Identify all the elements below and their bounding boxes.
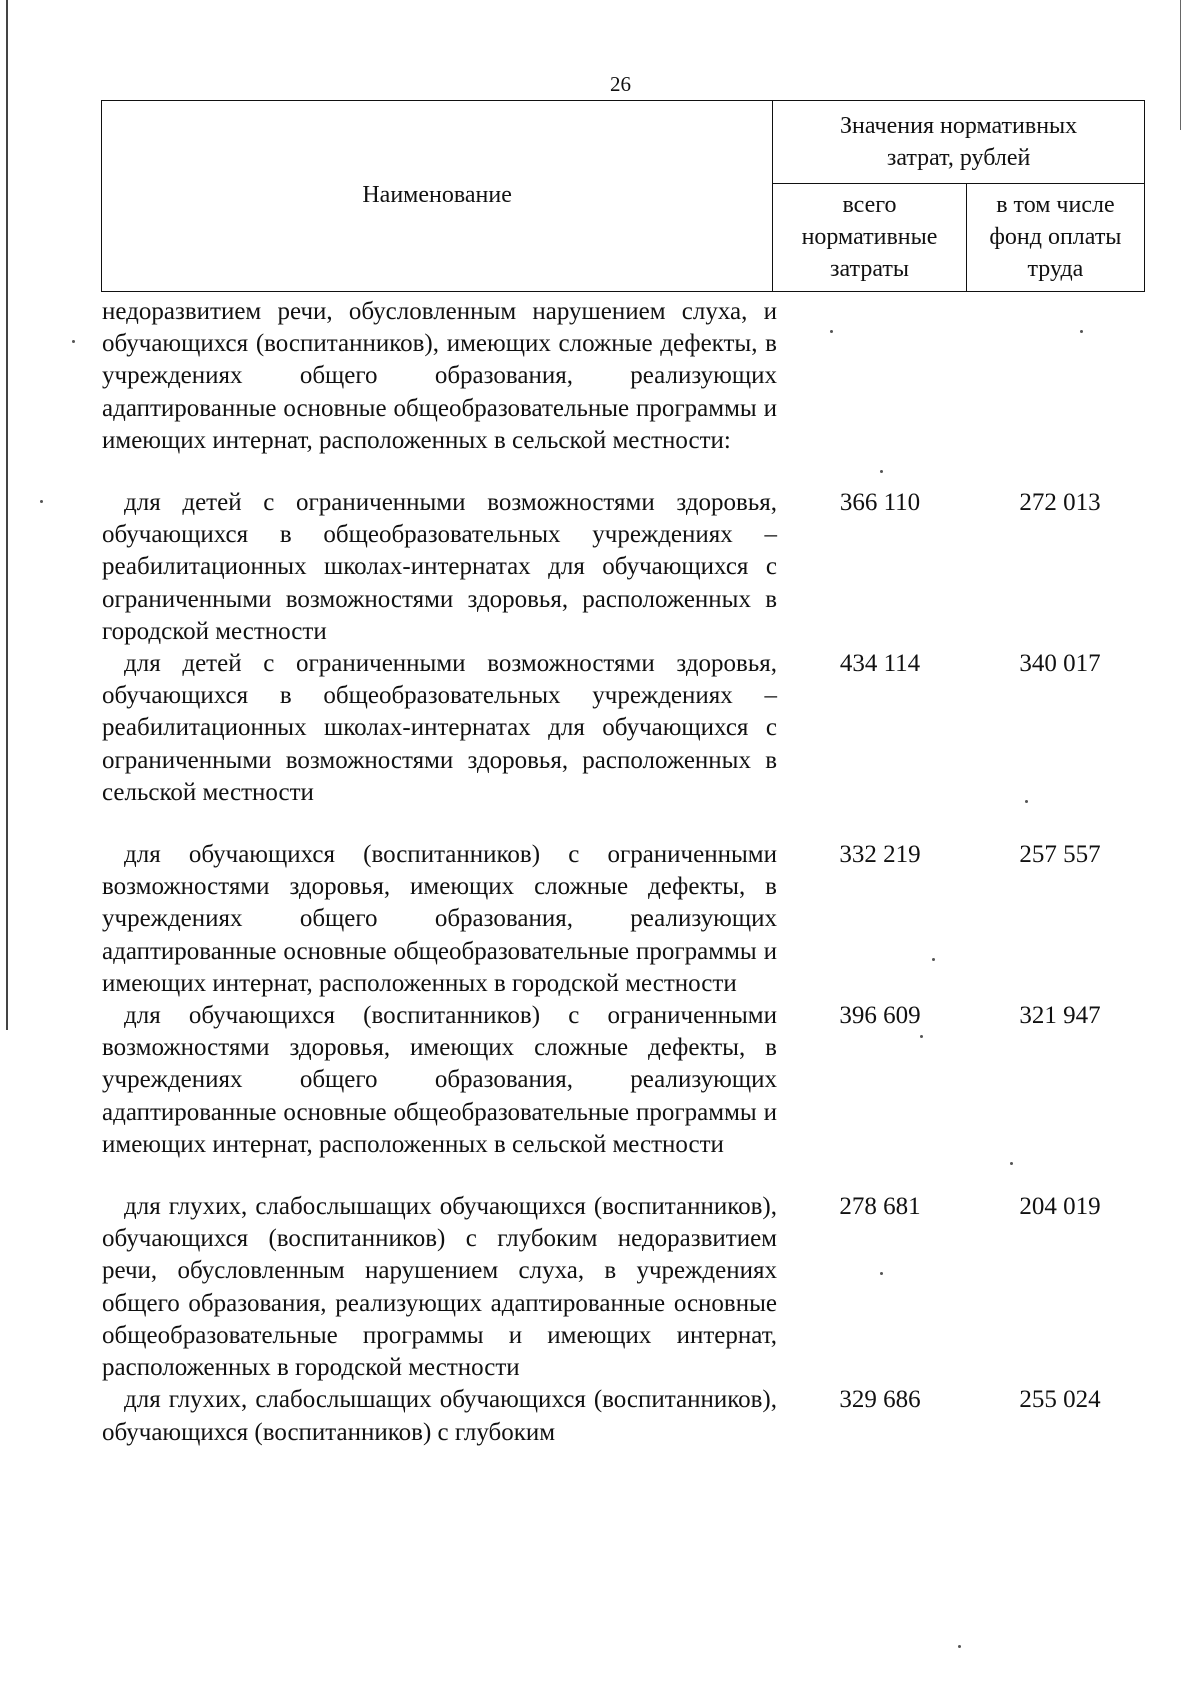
row-total: 329 686 (839, 1386, 921, 1414)
row-description: недоразвитием речи, обусловленным нарушением слуха, и обучающихся (воспитанников), имеющих сложные дефекты, в учреждениях общего образования, реализующих адаптированные основные общеобразовательные программы и имеющих интернат, расположенных в сельской местности: (102, 298, 777, 454)
row-total: 366 110 (839, 489, 921, 517)
table-row (102, 1384, 1162, 1448)
scan-speck (1010, 1162, 1013, 1165)
row-fund: 340 017 (1019, 650, 1101, 678)
table-row (102, 296, 1162, 457)
header-fund: в том числе фонд оплаты труда (966, 183, 1144, 291)
row-fund: 272 013 (1019, 489, 1101, 517)
row-total: 278 681 (839, 1193, 921, 1221)
scan-speck (932, 958, 935, 961)
row-fund (975, 296, 1145, 457)
scan-edge-left (6, 0, 8, 1030)
table-header (101, 100, 1145, 292)
table-row (102, 648, 1162, 809)
header-total: всего нормативные затраты (773, 183, 967, 291)
scan-speck (880, 1272, 883, 1275)
row-fund: 321 947 (1019, 1002, 1101, 1030)
table-row (102, 1191, 1162, 1384)
row-description: для детей с ограниченными возможностями здоровья, обучающихся в общеобразовательных учреждениях – реабилитационных школах-интернатах для обучающихся с ограниченными возможностями здоровья, расположенных в городской местности (102, 489, 777, 645)
scan-speck (830, 330, 833, 333)
page-number: 26 (610, 72, 631, 96)
row-total: 434 114 (839, 650, 921, 678)
scan-speck (1080, 330, 1083, 333)
row-description: для глухих, слабослышащих обучающихся (воспитанников), обучающихся (воспитанников) с глубоким (102, 1386, 777, 1446)
row-description: для глухих, слабослышащих обучающихся (воспитанников), обучающихся (воспитанников) с глубоким недоразвитием речи, обусловленным нарушением слуха, в учреждениях общего образования, реализующих адаптированные основные общеобразовательные программы и имеющих интернат, расположенных в городской местности (102, 1193, 777, 1382)
scan-speck (40, 500, 43, 503)
row-description: для обучающихся (воспитанников) с ограниченными возможностями здоровья, имеющих сложные дефекты, в учреждениях общего образования, реализующих адаптированные основные общеобразовательные программы и имеющих интернат, расположенных в сельской местности (102, 1002, 777, 1158)
row-total: 332 219 (839, 841, 921, 869)
row-fund: 255 024 (1019, 1386, 1101, 1414)
scan-speck (880, 470, 883, 473)
header-name: Наименование (102, 101, 773, 292)
scan-speck (72, 340, 75, 343)
row-description: для детей с ограниченными возможностями здоровья, обучающихся в общеобразовательных учреждениях – реабилитационных школах-интернатах для обучающихся с ограниченными возможностями здоровья, расположенных в сельской местности (102, 650, 777, 806)
table-row (102, 1000, 1162, 1161)
table-row (102, 839, 1162, 1000)
row-fund: 204 019 (1019, 1193, 1101, 1221)
table-row (102, 487, 1162, 648)
row-description: для обучающихся (воспитанников) с ограниченными возможностями здоровья, имеющих сложные дефекты, в учреждениях общего образования, реализующих адаптированные основные общеобразовательные программы и имеющих интернат, расположенных в городской местности (102, 841, 777, 997)
row-total (785, 296, 975, 457)
table-body (102, 296, 1162, 1449)
scan-speck (958, 1645, 961, 1648)
header-values-group: Значения нормативных затрат, рублей (773, 101, 1145, 184)
row-total: 396 609 (839, 1002, 921, 1030)
row-fund: 257 557 (1019, 841, 1101, 869)
scan-speck (920, 1035, 923, 1038)
scan-speck (1025, 800, 1028, 803)
scan-edge-right (1180, 0, 1181, 130)
